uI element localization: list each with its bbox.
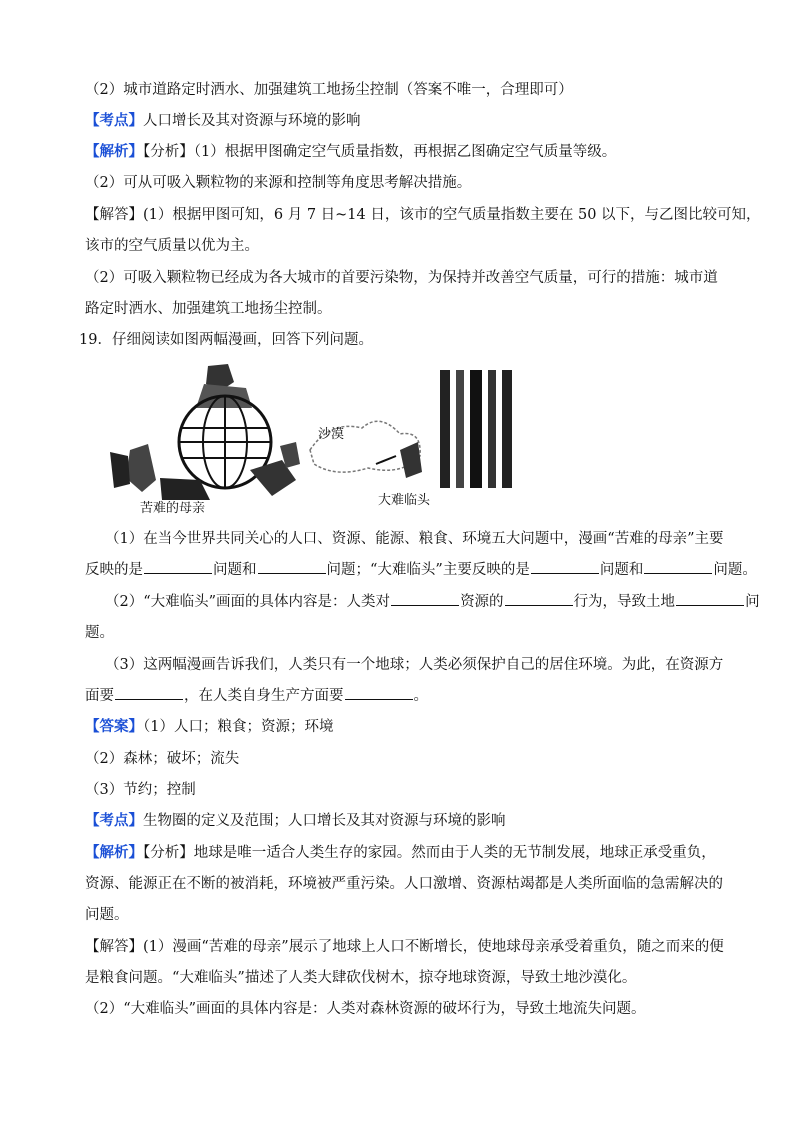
text-line: 问题。 [85,907,129,923]
text-line: 是粮食问题。“大难临头”描述了人类大肆砍伐树木，掠夺地球资源，导致土地沙漠化。 [85,970,637,986]
question-3-blanks: 面要 ，在人类自身生产方面要 。 [85,685,428,707]
question-3-line: （3）这两幅漫画告诉我们，人类只有一个地球；人类必须保护自己的居住环境。为此，在资源方 [105,657,724,673]
jiexi-tag: 【解析】 [85,143,143,160]
answer-blank[interactable] [144,559,212,574]
kaodian-line [85,110,361,132]
cartoon-suffering-mother [110,364,300,516]
question-title: 19．仔细阅读如图两幅漫画，回答下列问题。 [79,332,373,348]
jiexi-line: 【解析】【分析】地球是唯一适合人类生存的家园。然而由于人类的无节制发展，地球正承受重负， [85,844,716,861]
text-line: （2）“大难临头”画面的具体内容是：人类对森林资源的破坏行为，导致土地流失问题。 [85,1001,646,1017]
jiexi-tag: 【解析】 [85,844,143,861]
answer-line: 【答案】（1）人口；粮食；资源；环境 [85,718,334,735]
kaodian-text: 人口增长及其对资源与环境的影响 [143,113,361,129]
answer-blank[interactable] [505,591,573,606]
jiexi-line [85,141,616,163]
answer-line: （2）森林；破坏；流失 [85,751,240,767]
text-line: 路定时洒水、加强建筑工地扬尘控制。 [85,301,332,317]
answer-blank[interactable] [258,559,326,574]
text-line: 该市的空气质量以优为主。 [85,238,259,254]
caption-suffering-mother: 苦难的母亲 [140,501,206,516]
kaodian-tag: 【考点】 [85,812,143,829]
cartoon-figure [100,360,520,520]
question-1-blanks: 反映的是 问题和 问题；“大难临头”主要反映的是 问题和 问题。 [85,559,757,581]
answer-blank[interactable] [115,685,183,700]
jieda-line: 【解答】(1）漫画“苦难的母亲”展示了地球上人口不断增长，使地球母亲承受着重负，随之而来的便 [85,939,724,955]
kaodian-tag: 【考点】 [85,112,143,129]
jiexi-text: 【分析】（1）根据甲图确定空气质量指数，再根据乙图确定空气质量等级。 [143,144,617,160]
answer-line: （3）节约；控制 [85,782,196,798]
question-2-line: （2）“大难临头”画面的具体内容是：人类对 资源的 行为，导致土地 问 [105,591,760,613]
answer-blank[interactable] [644,559,712,574]
desert-label: 沙漠 [318,427,345,442]
answer-blank[interactable] [531,559,599,574]
kaodian-line: 【考点】生物圈的定义及范围；人口增长及其对资源与环境的影响 [85,812,506,829]
answer-blank[interactable] [391,591,459,606]
answer-blank[interactable] [345,685,413,700]
caption-disaster: 大难临头 [378,493,431,508]
text-line: （2）可吸入颗粒物已经成为各大城市的首要污染物，为保持并改善空气质量，可行的措施：城市道 [85,270,718,286]
text-line: （2）可从可吸入颗粒物的来源和控制等角度思考解决措施。 [85,175,472,191]
text-line: 资源、能源正在不断的被消耗，环境被严重污染。人口激增、资源枯竭都是人类所面临的急需解决的 [85,876,723,892]
answer-tag: 【答案】 [85,718,143,735]
text-line: （2）城市道路定时洒水、加强建筑工地扬尘控制（答案不唯一，合理即可） [85,82,573,98]
question-2-end: 题。 [85,625,114,641]
answer-blank[interactable] [676,591,744,606]
question-1-line: （1）在当今世界共同关心的人口、资源、能源、粮食、环境五大问题中，漫画“苦难的母亲”主要 [105,531,724,547]
text-line: 【解答】(1）根据甲图可知，6 月 7 日~14 日，该市的空气质量指数主要在 50 以下，与乙图比较可知， [85,207,761,223]
cartoon-disaster [310,370,512,508]
